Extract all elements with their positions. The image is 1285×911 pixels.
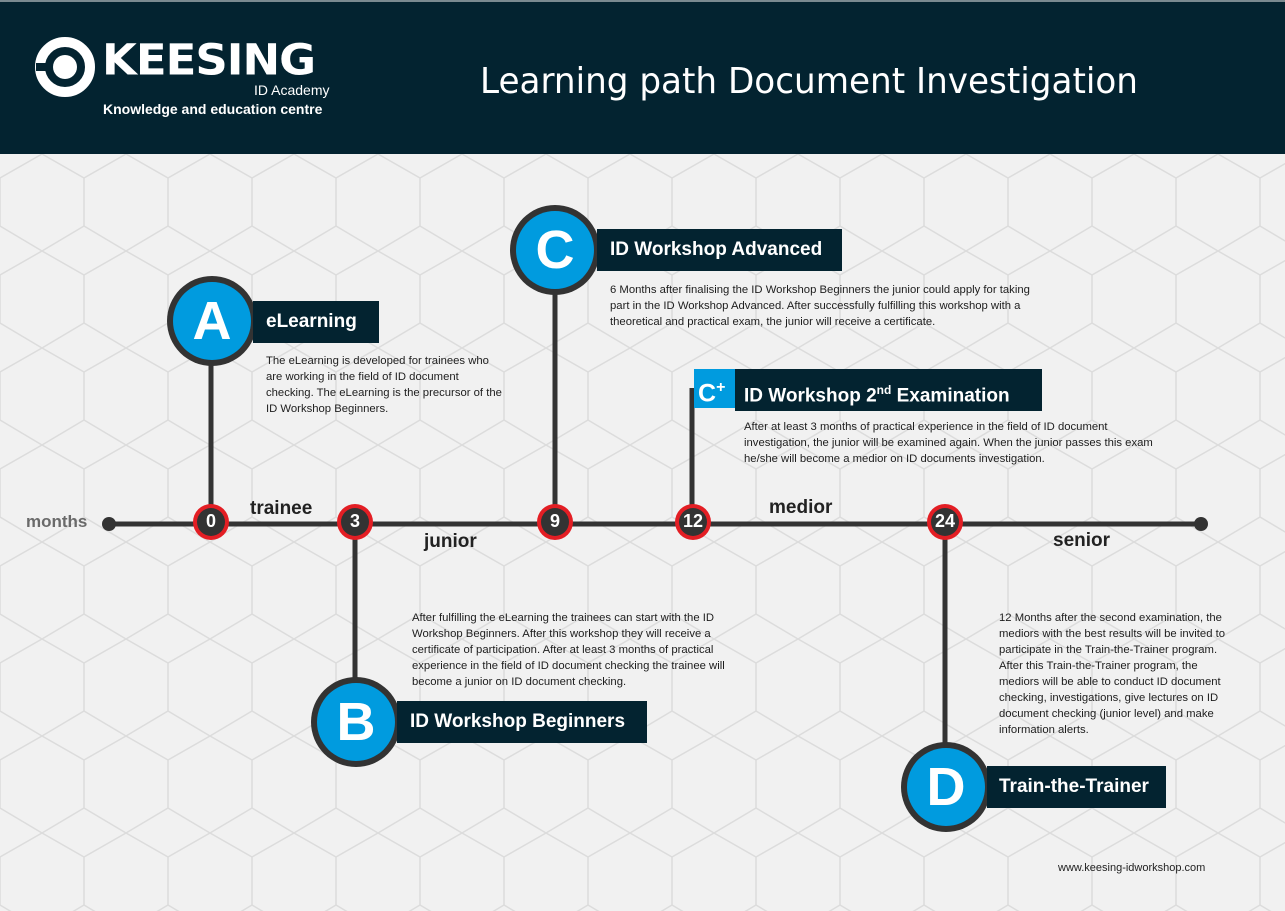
level-label-trainee: trainee	[250, 498, 313, 519]
step-b-title: ID Workshop Beginners	[397, 701, 647, 743]
logo-wordmark: KEESING	[102, 34, 316, 85]
step-a-letter: A	[192, 291, 232, 351]
step-d-description: 12 Months after the second examination, the mediors with the best results will be invited to participate in the Train-the-Trainer program. After this Train-the-Trainer program, the mediors will be able to conduct ID document checking, investigations, give lectures on ID document checking (junior level) and make information alerts.	[999, 612, 1226, 736]
step-cplus-letter	[698, 373, 725, 408]
step-b-letter: B	[336, 692, 376, 752]
step-c-letter: C	[535, 220, 575, 280]
step-c-title: ID Workshop Advanced	[597, 229, 842, 271]
step-cplus-letter-plus: +	[716, 379, 726, 396]
step-cplus-description: After at least 3 months of practical experience in the field of ID document investigation, the junior will be examined again. When the junior passes this exam he/she will become a medior on ID documents investigation.	[744, 421, 1153, 465]
axis-start-dot	[102, 517, 116, 531]
page-title: Learning path Document Investigation	[480, 61, 1138, 102]
step-b-description: After fulfilling the eLearning the trainees can start with the ID Workshop Beginners. After this workshop they will receive a certificate of participation. After at least 3 months of practical experience in the field of ID document checking the trainee will become a junior on ID document checking.	[412, 612, 725, 688]
logo-tagline: Knowledge and education centre	[103, 101, 323, 117]
step-d-title: Train-the-Trainer	[987, 766, 1166, 808]
milestone-label-3: 3	[349, 511, 360, 531]
step-cplus-title-main: ID Workshop 2	[744, 385, 877, 407]
step-a-description: The eLearning is developed for trainees who are working in the field of ID document checking. The eLearning is the precursor of the ID Workshop Beginners.	[266, 355, 502, 415]
milestone-label-0: 0	[205, 511, 216, 531]
step-a-title: eLearning	[253, 301, 379, 343]
level-label-medior: medior	[769, 497, 833, 518]
step-cplus-title-end: Examination	[891, 385, 1010, 407]
step-c-description: 6 Months after finalising the ID Workshop Beginners the junior could apply for taking part in the ID Workshop Advanced. After successfully fulfilling this workshop with a theoretical and practical exam, the junior will receive a certificate.	[610, 284, 1030, 328]
logo-subtitle: ID Academy	[254, 82, 330, 98]
axis-end-dot	[1194, 517, 1208, 531]
step-cplus-title	[735, 369, 1042, 411]
milestone-label-9: 9	[549, 511, 560, 531]
axis-label-months: months	[26, 512, 88, 531]
level-label-senior: senior	[1053, 530, 1111, 551]
milestone-label-12: 12	[682, 511, 704, 531]
level-label-junior: junior	[424, 531, 477, 552]
footer-url: www.keesing-idworkshop.com	[1058, 862, 1206, 874]
step-d-letter: D	[926, 757, 966, 817]
step-cplus-letter-c: C	[698, 379, 717, 408]
step-cplus-title-sup: nd	[876, 383, 892, 397]
milestone-label-24: 24	[934, 511, 956, 531]
